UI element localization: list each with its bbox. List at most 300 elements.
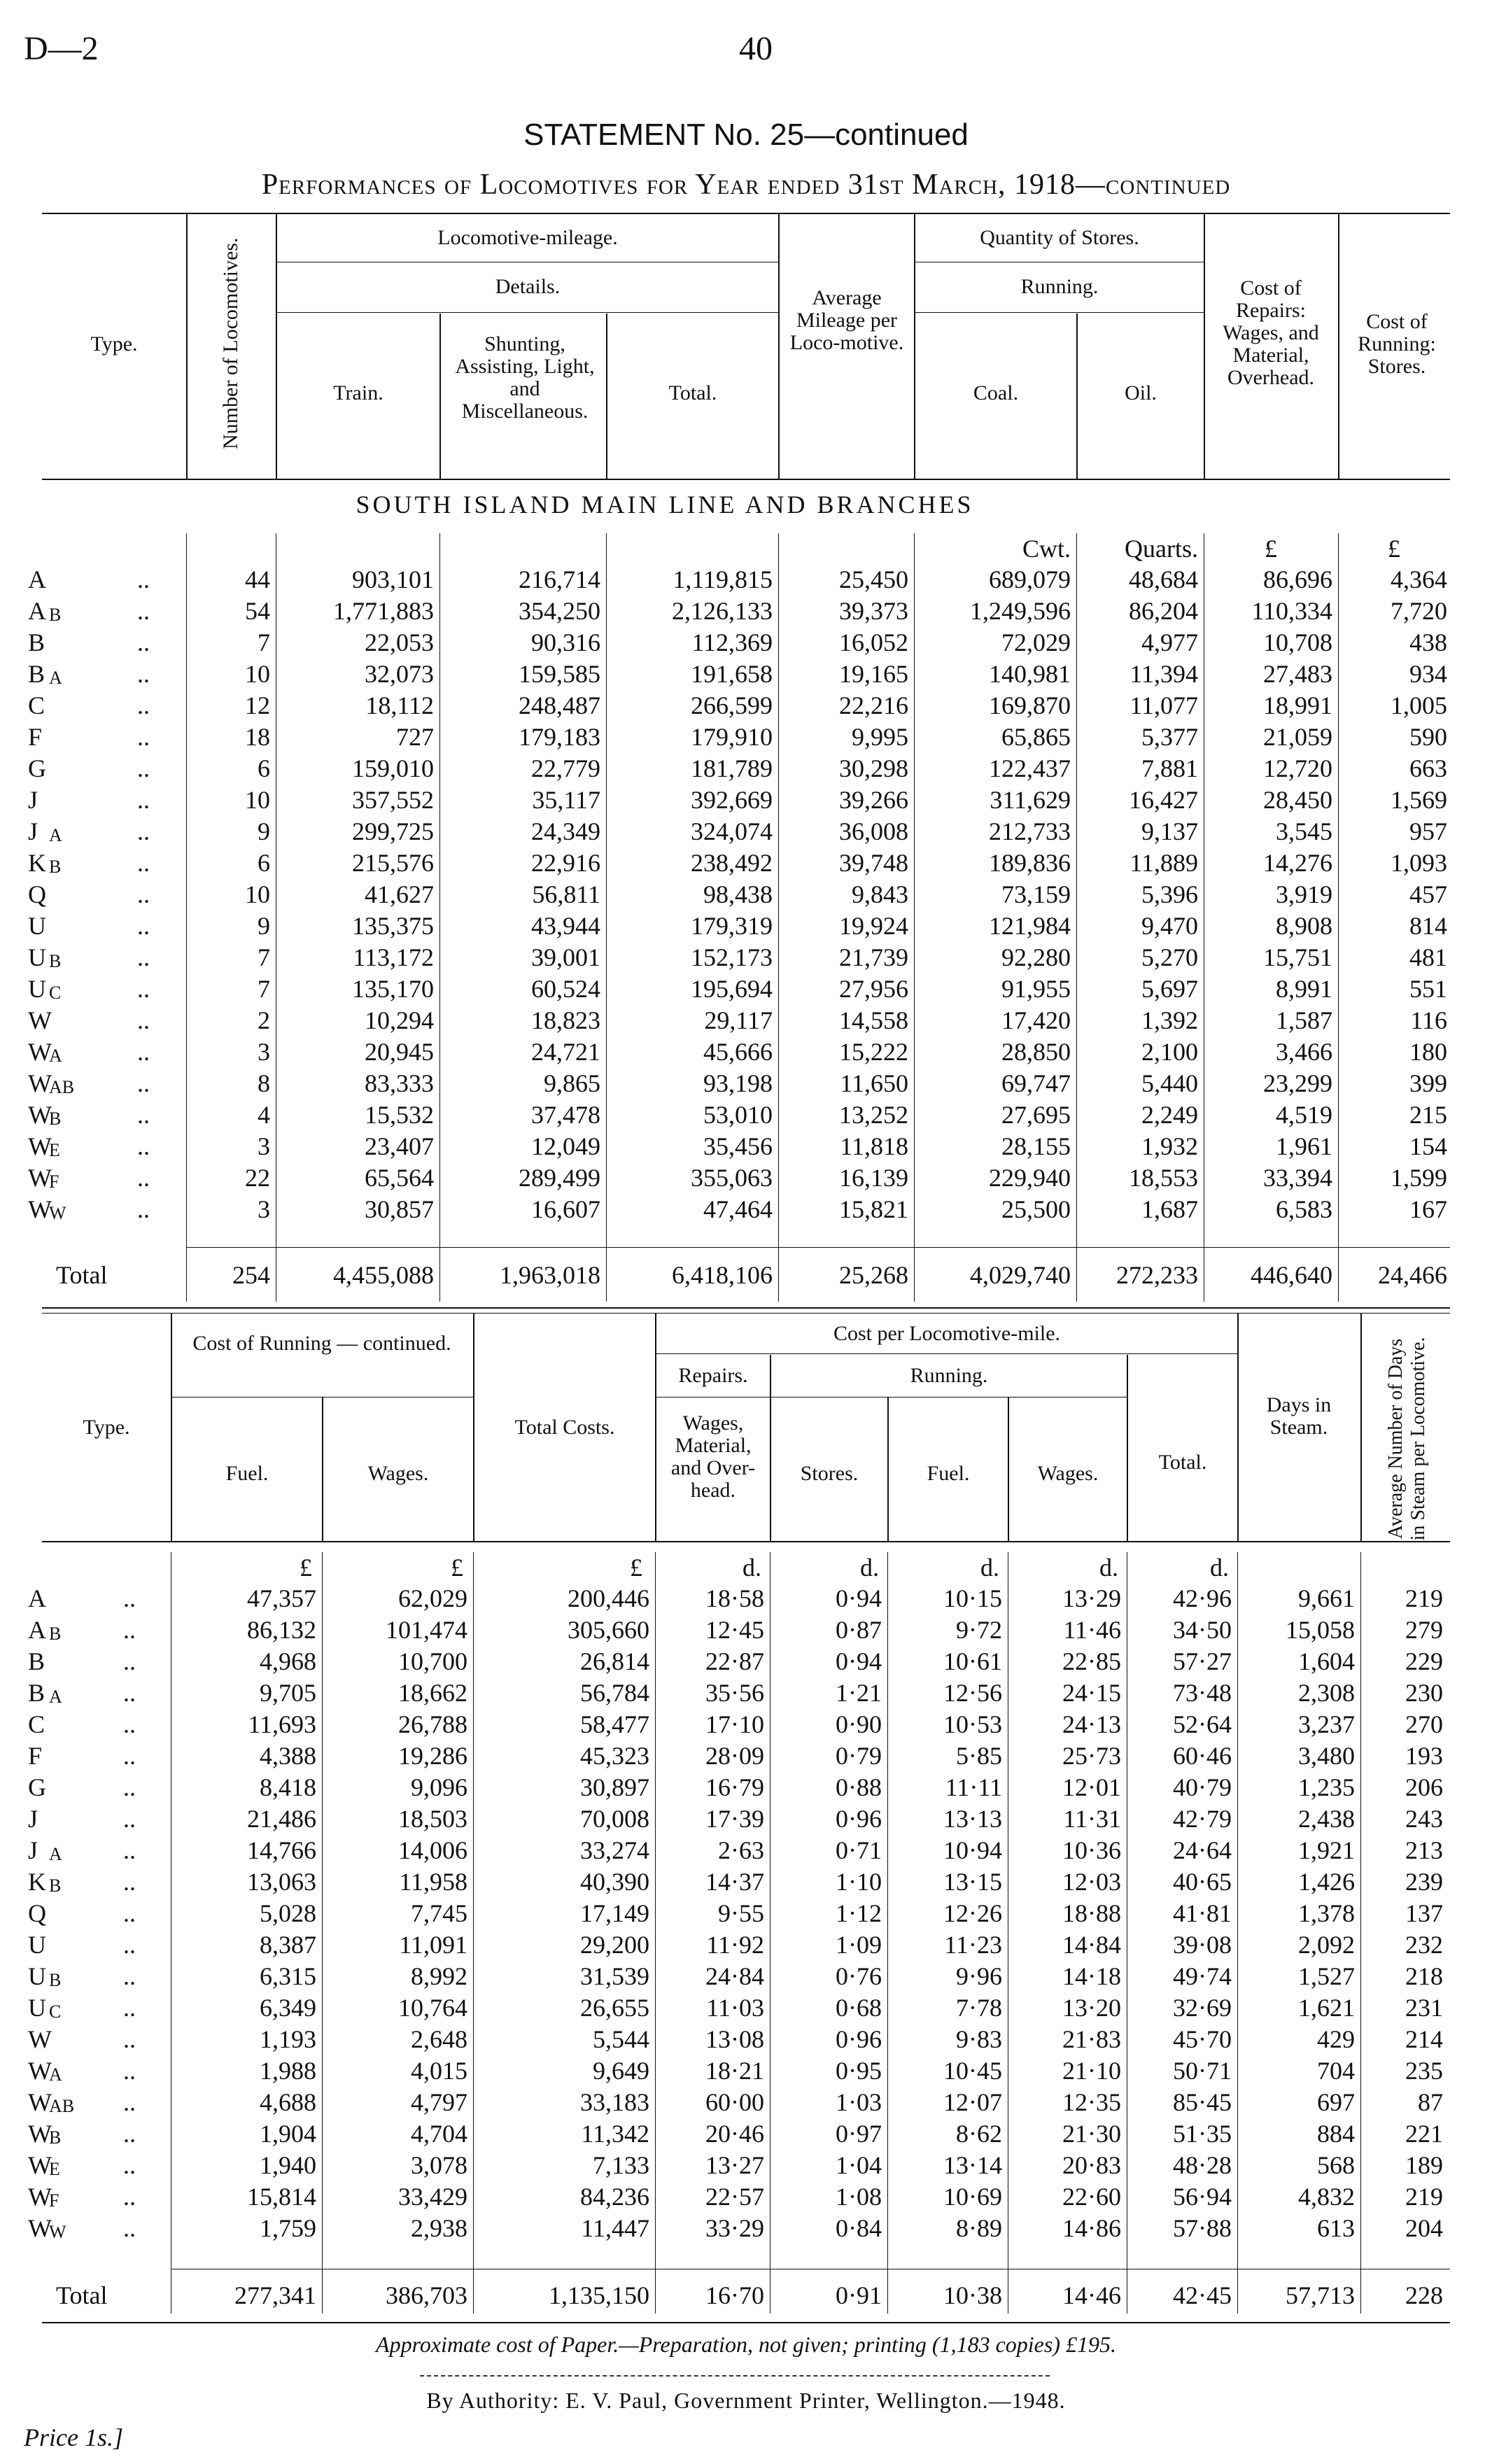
cell-rep: 60·00: [705, 2088, 764, 2116]
leader-dots: ..: [137, 565, 150, 593]
row-type-sub: A: [49, 825, 62, 845]
cell-fuel: 13,063: [247, 1868, 316, 1896]
row-type-sub: F: [49, 2190, 59, 2211]
cell-wa: 13·20: [1062, 1994, 1121, 2022]
table1-row: [0, 847, 1492, 878]
cell-coal: 73,159: [1001, 880, 1071, 908]
cell-wages: 11,091: [399, 1931, 467, 1959]
cell-avg: 39,266: [839, 786, 908, 814]
table2-row: [0, 1709, 1492, 1740]
cell-costs: 26,655: [580, 1994, 649, 2022]
cell-wages: 4,797: [411, 2088, 467, 2116]
cell-tot: 39·08: [1173, 1931, 1232, 1959]
col-running-stores-header: Cost of Running: Stores.: [1358, 310, 1436, 378]
page-number: 40: [739, 30, 773, 67]
cell-wa: 24·15: [1062, 1679, 1121, 1707]
row-type: W: [28, 1164, 52, 1192]
leader-dots: ..: [123, 1679, 136, 1707]
cell-wa: 21·83: [1062, 2025, 1121, 2053]
cell-total: 179,319: [691, 912, 773, 940]
cell-total: 191,658: [691, 660, 773, 688]
cell-avg: 21,739: [839, 943, 908, 971]
cell-tot: 57·88: [1173, 2214, 1232, 2242]
cell-repairs: 3,466: [1276, 1038, 1332, 1066]
cell-avg: 25,450: [839, 565, 908, 593]
row-type-sub: B: [49, 1875, 62, 1896]
leader-dots: ..: [137, 1195, 150, 1223]
cell-costs: 26,814: [580, 1647, 649, 1675]
cell-avg: 9,843: [852, 880, 908, 908]
cell-avg: 19,924: [839, 912, 908, 940]
cell-fu: 10·61: [943, 1647, 1002, 1675]
cell-rep: 22·87: [705, 1647, 764, 1675]
col-oil-header: Oil.: [1125, 381, 1157, 404]
cell-wages: 9,096: [411, 1773, 467, 1801]
row-type: C: [28, 1710, 45, 1738]
leader-dots: ..: [137, 975, 150, 1003]
row-type-sub: A: [49, 668, 62, 688]
row-type: B: [28, 628, 45, 656]
cell-n: 7: [258, 943, 270, 971]
cell-days: 2,438: [1298, 1805, 1355, 1833]
cell-total: 45,666: [703, 1038, 773, 1066]
unit-oil: Quarts.: [1125, 535, 1198, 563]
total-total: 6,418,106: [672, 1261, 773, 1289]
row-type-sub: A: [49, 1046, 62, 1066]
cell-avg: 235: [1405, 2057, 1443, 2085]
cell-shunt: 35,117: [532, 786, 600, 814]
cell-oil: 11,394: [1129, 660, 1198, 688]
cell-coal: 212,733: [989, 817, 1071, 845]
cell-n: 12: [245, 691, 270, 719]
cell-total: 93,198: [703, 1069, 773, 1097]
cell-tot: 56·94: [1173, 2183, 1232, 2211]
cell-tot: 48·28: [1173, 2151, 1232, 2179]
leader-dots: ..: [123, 1931, 136, 1959]
leader-dots: ..: [137, 1069, 150, 1097]
cell-rep: 33·29: [705, 2214, 764, 2242]
cell-train: 10,294: [365, 1006, 434, 1034]
cell-stores: 457: [1409, 880, 1447, 908]
row-type-sub: C: [49, 983, 62, 1003]
cell-avg: 16,139: [839, 1164, 908, 1192]
table2-row: [0, 2055, 1492, 2086]
cell-n: 9: [258, 817, 270, 845]
cell-fuel: 1,193: [260, 2025, 316, 2053]
total-stores: 24,466: [1378, 1261, 1447, 1289]
t2-unit-fuel: £: [300, 1554, 312, 1582]
col-total-header: Total.: [668, 381, 717, 404]
cell-train: 65,564: [365, 1164, 434, 1192]
leader-dots: ..: [123, 2120, 136, 2148]
cell-avg: 214: [1405, 2025, 1443, 2053]
cell-wages: 8,992: [411, 1962, 467, 1990]
cell-stores: 663: [1409, 754, 1447, 782]
cell-total: 152,173: [691, 943, 773, 971]
cell-st: 0·87: [836, 1616, 882, 1644]
row-type: W: [28, 1006, 52, 1034]
cell-wages: 4,015: [411, 2057, 467, 2085]
leader-dots: ..: [137, 660, 150, 688]
table1-total-row: [0, 1260, 1492, 1290]
cell-shunt: 354,250: [519, 597, 600, 625]
cell-stores: 215: [1409, 1101, 1447, 1129]
leader-dots: ..: [123, 2088, 136, 2116]
cell-costs: 7,133: [593, 2151, 649, 2179]
cell-costs: 31,539: [580, 1962, 649, 1990]
leader-dots: ..: [123, 2025, 136, 2053]
cell-oil: 7,881: [1141, 754, 1198, 782]
row-type: W: [28, 2183, 52, 2211]
cell-train: 41,627: [365, 880, 434, 908]
table2-row: [0, 1992, 1492, 2023]
table1-row: [0, 910, 1492, 941]
statement-title: STATEMENT No. 25—continued: [523, 118, 969, 152]
leader-dots: ..: [137, 1164, 150, 1192]
cell-fuel: 21,486: [247, 1805, 316, 1833]
cell-coal: 92,280: [1001, 943, 1071, 971]
cell-st: 0·79: [836, 1742, 882, 1770]
cell-tot: 34·50: [1173, 1616, 1232, 1644]
row-type: A: [28, 1584, 46, 1612]
total-n: 254: [232, 1261, 270, 1289]
row-type: U: [28, 912, 46, 940]
row-type: U: [28, 1931, 46, 1959]
cell-days: 1,621: [1298, 1994, 1355, 2022]
leader-dots: ..: [123, 1584, 136, 1612]
row-type: A: [28, 597, 46, 625]
cell-costs: 33,274: [580, 1836, 649, 1864]
unit-stores: £: [1388, 535, 1400, 563]
leader-dots: ..: [123, 1742, 136, 1770]
cell-avg: 39,373: [839, 597, 908, 625]
t2-total-fu: 10·38: [943, 2281, 1002, 2309]
cell-fuel: 86,132: [247, 1616, 316, 1644]
row-type: B: [28, 660, 45, 688]
cell-wa: 11·46: [1063, 1616, 1121, 1644]
t2-unit-total: d.: [1210, 1554, 1229, 1582]
cell-wa: 14·86: [1062, 2214, 1121, 2242]
cell-train: 30,857: [365, 1195, 434, 1223]
cell-oil: 5,697: [1141, 975, 1198, 1003]
t2-col-wages2-header: Wages.: [1037, 1462, 1099, 1485]
cell-fuel: 5,028: [260, 1899, 316, 1927]
cell-wages: 4,704: [411, 2120, 467, 2148]
leader-dots: ..: [137, 786, 150, 814]
row-type: J: [28, 1805, 38, 1833]
cell-coal: 27,695: [1001, 1101, 1071, 1129]
cell-stores: 1,005: [1391, 691, 1447, 719]
cell-repairs: 15,751: [1263, 943, 1332, 971]
cell-n: 44: [245, 565, 270, 593]
cell-fuel: 11,693: [248, 1710, 316, 1738]
cell-stores: 167: [1409, 1195, 1447, 1223]
cell-stores: 438: [1409, 628, 1447, 656]
t2-unit-fuel2: d.: [980, 1554, 999, 1582]
cell-stores: 934: [1409, 660, 1447, 688]
cell-total: 98,438: [703, 880, 773, 908]
cell-days: 9,661: [1298, 1584, 1355, 1612]
row-type-sub: AB: [49, 2096, 75, 2116]
row-type: F: [28, 723, 43, 751]
cell-tot: 57·27: [1173, 1647, 1232, 1675]
col-details-header: Details.: [495, 275, 561, 298]
leader-dots: ..: [137, 880, 150, 908]
cell-fu: 12·56: [943, 1679, 1002, 1707]
table2-row: [0, 1866, 1492, 1897]
t2-col-total-costs-header: Total Costs.: [514, 1416, 615, 1439]
cell-rep: 13·27: [705, 2151, 764, 2179]
t2-col-running-header: Running.: [910, 1364, 988, 1387]
cell-costs: 56,784: [580, 1679, 649, 1707]
cell-total: 179,910: [691, 723, 773, 751]
t2-col-running-cont-header: Cost of Running — continued.: [192, 1332, 451, 1355]
cell-stores: 7,720: [1391, 597, 1447, 625]
table1-row: [0, 1068, 1492, 1099]
cell-repairs: 3,545: [1276, 817, 1332, 845]
cell-total: 2,126,133: [672, 597, 773, 625]
table2-row: [0, 2118, 1492, 2149]
cell-fu: 13·15: [943, 1868, 1002, 1896]
table2-row: [0, 1740, 1492, 1771]
col-stores-qty-header: Quantity of Stores.: [980, 226, 1139, 249]
leader-dots: ..: [137, 943, 150, 971]
leader-dots: ..: [123, 1836, 136, 1864]
cell-train: 215,576: [352, 849, 434, 877]
leader-dots: ..: [137, 597, 150, 625]
cell-avg: 30,298: [839, 754, 908, 782]
cell-coal: 25,500: [1001, 1195, 1071, 1223]
cell-wa: 22·85: [1062, 1647, 1121, 1675]
cell-avg: 137: [1405, 1899, 1443, 1927]
leader-dots: ..: [123, 2151, 136, 2179]
cell-shunt: 37,478: [531, 1101, 600, 1129]
row-type-sub: C: [49, 2001, 62, 2022]
cell-coal: 140,981: [989, 660, 1071, 688]
cell-rep: 11·92: [706, 1931, 764, 1959]
cell-train: 1,771,883: [333, 597, 434, 625]
cell-wa: 22·60: [1062, 2183, 1121, 2211]
footer-paper-cost: Approximate cost of Paper.—Preparation, not given; printing (1,183 copies) £195.: [376, 2332, 1116, 2357]
row-type: A: [28, 565, 46, 593]
cell-costs: 45,323: [580, 1742, 649, 1770]
row-type: Q: [28, 1899, 46, 1927]
cell-fuel: 4,688: [260, 2088, 316, 2116]
table1-row: [0, 721, 1492, 752]
cell-fu: 9·96: [956, 1962, 1002, 1990]
cell-oil: 1,932: [1141, 1132, 1198, 1160]
cell-train: 15,532: [365, 1101, 434, 1129]
cell-avg: 11,650: [840, 1069, 908, 1097]
cell-avg: 16,052: [839, 628, 908, 656]
cell-tot: 32·69: [1173, 1994, 1232, 2022]
cell-tot: 51·35: [1173, 2120, 1232, 2148]
cell-st: 1·04: [836, 2151, 882, 2179]
leader-dots: ..: [137, 754, 150, 782]
cell-fu: 11·23: [944, 1931, 1002, 1959]
cell-avg: 15,222: [839, 1038, 908, 1066]
cell-coal: 91,955: [1001, 975, 1071, 1003]
row-type-sub: E: [49, 2159, 60, 2179]
cell-wa: 13·29: [1062, 1584, 1121, 1612]
cell-rep: 16·79: [705, 1773, 764, 1801]
t2-total-wages: 386,703: [386, 2281, 467, 2309]
leader-dots: ..: [137, 817, 150, 845]
leader-dots: ..: [123, 1710, 136, 1738]
cell-coal: 69,747: [1001, 1069, 1071, 1097]
cell-shunt: 16,607: [531, 1195, 600, 1223]
cell-tot: 60·46: [1173, 1742, 1232, 1770]
cell-rep: 18·58: [705, 1584, 764, 1612]
row-type: W: [28, 1038, 52, 1066]
cell-train: 903,101: [352, 565, 434, 593]
cell-tot: 73·48: [1173, 1679, 1232, 1707]
cell-n: 3: [258, 1132, 270, 1160]
cell-avg: 36,008: [839, 817, 908, 845]
cell-fuel: 1,904: [260, 2120, 316, 2148]
cell-fuel: 1,759: [260, 2214, 316, 2242]
table1-row: [0, 1036, 1492, 1067]
cell-repairs: 12,720: [1263, 754, 1332, 782]
leader-dots: ..: [123, 2183, 136, 2211]
table1-row: [0, 1099, 1492, 1130]
cell-tot: 42·79: [1173, 1805, 1232, 1833]
cell-repairs: 86,696: [1263, 565, 1332, 593]
cell-stores: 957: [1409, 817, 1447, 845]
cell-oil: 5,377: [1141, 723, 1198, 751]
cell-fuel: 8,387: [260, 1931, 316, 1959]
cell-avg: 213: [1405, 1836, 1443, 1864]
cell-rep: 35·56: [705, 1679, 764, 1707]
cell-n: 7: [258, 975, 270, 1003]
cell-st: 0·90: [836, 1710, 882, 1738]
col-num-locos-header: Number of Locomotives.: [219, 237, 242, 449]
cell-fu: 10·94: [943, 1836, 1002, 1864]
cell-coal: 28,850: [1001, 1038, 1071, 1066]
cell-wa: 24·13: [1062, 1710, 1121, 1738]
cell-st: 0·71: [836, 1836, 882, 1864]
cell-st: 0·97: [836, 2120, 882, 2148]
cell-fu: 8·89: [956, 2214, 1002, 2242]
cell-days: 704: [1317, 2057, 1355, 2085]
cell-avg: 270: [1405, 1710, 1443, 1738]
cell-rep: 18·21: [705, 2057, 764, 2085]
cell-st: 1·03: [836, 2088, 882, 2116]
cell-wages: 11,958: [399, 1868, 467, 1896]
cell-costs: 11,342: [581, 2120, 649, 2148]
cell-wages: 2,938: [411, 2214, 467, 2242]
row-type: B: [28, 1647, 45, 1675]
col-coal-header: Coal.: [973, 381, 1019, 404]
t2-total-fuel: 277,341: [234, 2281, 316, 2309]
cell-costs: 33,183: [580, 2088, 649, 2116]
t2-total-wa: 14·46: [1062, 2281, 1121, 2309]
t2-col-stores-header: Stores.: [800, 1462, 859, 1485]
row-type-sub: AB: [49, 1077, 75, 1097]
cell-fuel: 4,968: [260, 1647, 316, 1675]
cell-avg: 27,956: [839, 975, 908, 1003]
cell-shunt: 22,916: [531, 849, 600, 877]
cell-oil: 2,100: [1141, 1038, 1198, 1066]
cell-rep: 28·09: [705, 1742, 764, 1770]
row-type-sub: A: [49, 2064, 62, 2085]
total-oil: 272,233: [1116, 1261, 1198, 1289]
cell-st: 1·10: [836, 1868, 882, 1896]
row-type: W: [28, 2088, 52, 2116]
cell-fuel: 8,418: [260, 1773, 316, 1801]
cell-oil: 11,889: [1129, 849, 1198, 877]
cell-costs: 29,200: [580, 1931, 649, 1959]
row-type: U: [28, 975, 46, 1003]
cell-train: 113,172: [353, 943, 434, 971]
cell-st: 1·08: [836, 2183, 882, 2211]
cell-oil: 86,204: [1129, 597, 1198, 625]
row-type: A: [28, 1616, 46, 1644]
cell-st: 1·09: [836, 1931, 882, 1959]
cell-repairs: 27,483: [1263, 660, 1332, 688]
cell-total: 195,694: [691, 975, 773, 1003]
cell-days: 2,092: [1298, 1931, 1355, 1959]
row-type: W: [28, 2214, 52, 2242]
table2-row: [0, 2213, 1492, 2244]
row-type-sub: B: [49, 1108, 62, 1129]
leader-dots: ..: [137, 849, 150, 877]
cell-shunt: 56,811: [532, 880, 600, 908]
cell-shunt: 24,721: [531, 1038, 600, 1066]
cell-coal: 122,437: [989, 754, 1071, 782]
cell-repairs: 8,991: [1276, 975, 1332, 1003]
row-type: W: [28, 1101, 52, 1129]
table2-row: [0, 2150, 1492, 2181]
cell-tot: 45·70: [1173, 2025, 1232, 2053]
cell-wa: 25·73: [1062, 1742, 1121, 1770]
cell-n: 3: [258, 1038, 270, 1066]
cell-total: 266,599: [691, 691, 773, 719]
cell-wages: 101,474: [386, 1616, 467, 1644]
cell-shunt: 24,349: [531, 817, 600, 845]
cell-repairs: 23,299: [1263, 1069, 1332, 1097]
t2-total-rep: 16·70: [705, 2281, 764, 2309]
cell-train: 299,725: [352, 817, 434, 845]
cell-wa: 20·83: [1062, 2151, 1121, 2179]
t2-col-wages-header: Wages.: [367, 1462, 429, 1485]
cell-costs: 11,447: [581, 2214, 649, 2242]
cell-rep: 12·45: [705, 1616, 764, 1644]
cell-fuel: 47,357: [247, 1584, 316, 1612]
cell-repairs: 8,908: [1276, 912, 1332, 940]
cell-fu: 12·26: [943, 1899, 1002, 1927]
cell-fu: 11·11: [945, 1773, 1002, 1801]
unit-coal: Cwt.: [1022, 535, 1071, 563]
row-type: J: [28, 1836, 38, 1864]
cell-wages: 10,764: [398, 1994, 467, 2022]
row-type: K: [28, 849, 46, 877]
cell-total: 47,464: [703, 1195, 773, 1223]
cell-days: 4,832: [1298, 2183, 1355, 2211]
cell-costs: 9,649: [593, 2057, 649, 2085]
row-type: Q: [28, 880, 46, 908]
row-type: U: [28, 943, 46, 971]
row-type-sub: B: [49, 1970, 62, 1990]
cell-n: 6: [258, 754, 270, 782]
cell-n: 22: [245, 1164, 270, 1192]
table1-row: [0, 1131, 1492, 1162]
cell-costs: 58,477: [580, 1710, 649, 1738]
t2-col-repairs-header: Repairs.: [678, 1364, 748, 1387]
table2-row: [0, 1961, 1492, 1992]
cell-fu: 7·78: [956, 1994, 1002, 2022]
cell-days: 1,921: [1298, 1836, 1355, 1864]
